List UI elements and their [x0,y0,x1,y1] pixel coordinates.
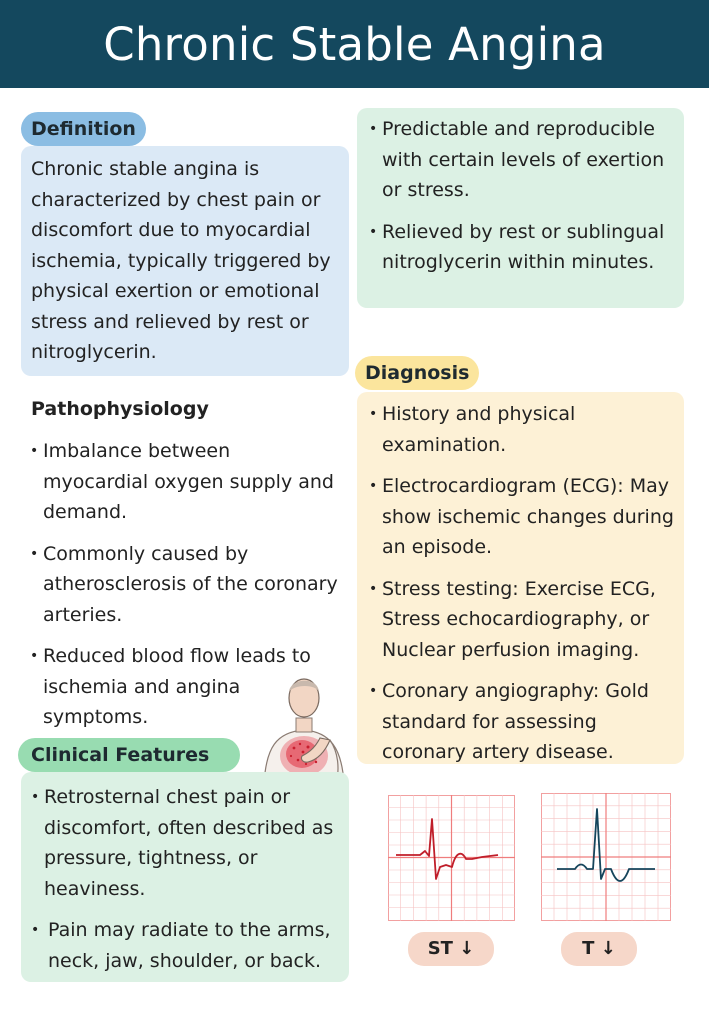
list-item: • Imbalance between myocardial oxygen supply and demand. [30,436,340,528]
pathophysiology-heading: Pathophysiology [31,398,209,420]
list-item: • Electrocardiogram (ECG): May show ischemic changes during an episode. [369,471,679,563]
st-depression-tag: ST ↓ [408,932,494,966]
definition-label: Definition [21,112,146,146]
clinical-features-list [31,782,346,987]
ecg-st-depression-strip [388,795,515,921]
list-item: • Retrosternal chest pain or discomfort, often described as pressure, tightness, or heaviness. [31,782,346,904]
diagnosis-label: Diagnosis [355,356,479,390]
chest-pain-person-illustration [258,668,350,786]
list-item: • Reduced blood flow leads to ischemia and angina symptoms. [30,641,340,733]
list-item: • Stress testing: Exercise ECG, Stress echocardiography, or Nuclear perfusion imaging. [369,574,679,666]
features-continued-list [369,114,679,289]
list-item: • Predictable and reproducible with certain levels of exertion or stress. [369,114,679,206]
list-item: • Pain may radiate to the arms, neck, jaw, shoulder, or back. [31,915,346,976]
definition-text: Chronic stable angina is characterized by chest pain or discomfort due to myocardial ischemia, typically triggered by physical exertion or emotional stress and relieved by rest or nitroglycerin. [31,158,331,363]
diagnosis-list [369,399,679,779]
page-title: Chronic Stable Angina [0,0,709,88]
ecg-t-inversion-strip [541,793,671,921]
list-item: • Coronary angiography: Gold standard for assessing coronary artery disease. [369,676,679,768]
list-item: • Commonly caused by atherosclerosis of the coronary arteries. [30,539,340,631]
clinical-features-label: Clinical Features [18,738,240,772]
list-item: • Relieved by rest or sublingual nitroglycerin within minutes. [369,217,679,278]
t-inversion-tag: T ↓ [561,932,637,966]
list-item: • History and physical examination. [369,399,679,460]
